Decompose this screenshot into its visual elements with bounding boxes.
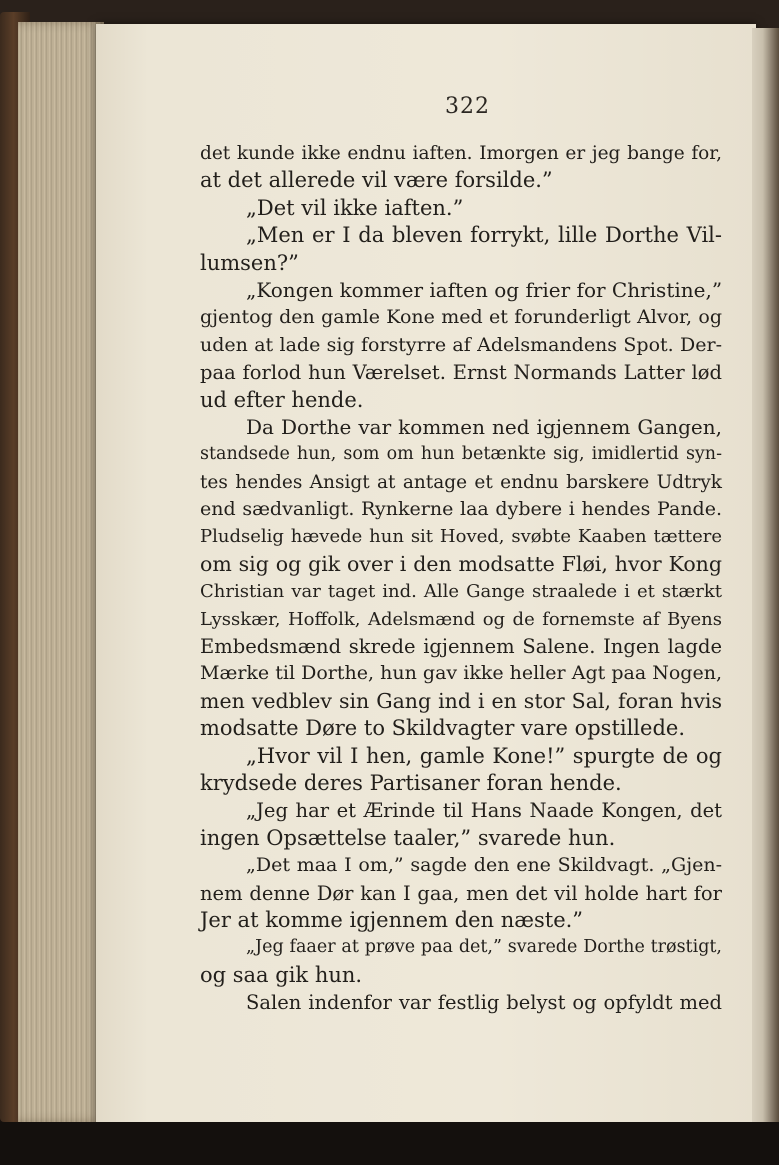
- text-line: Pludselig hævede hun sit Hoved, svøbte Kaaben tættere: [200, 526, 722, 548]
- text-line: „Jeg faaer at prøve paa det,” svarede Dorthe trøstigt,: [246, 937, 722, 958]
- text-line: „Kongen kommer iaften og frier for Christine,”: [246, 277, 723, 302]
- text-line: krydsede deres Partisaner foran hende.: [200, 770, 622, 795]
- text-line: Lysskær, Hoffolk, Adelsmænd og de fornemste af Byens: [200, 608, 722, 630]
- text-line: end sædvanligt. Rynkerne laa dybere i hendes Pande.: [200, 498, 722, 521]
- text-line: nem denne Dør kan I gaa, men det vil holde hart for: [200, 881, 722, 905]
- text-line: uden at lade sig forstyrre af Adelsmandens Spot. Der-: [200, 333, 722, 356]
- text-line: Da Dorthe var kommen ned igjennem Gangen,: [246, 414, 722, 439]
- text-line: og saa gik hun.: [200, 962, 363, 987]
- text-line: ud efter hende.: [200, 387, 364, 412]
- bottom-shadow: [0, 1122, 779, 1165]
- text-line: „Men er I da bleven forrykt, lille Dorthe Vil-: [246, 223, 722, 248]
- body-text: [200, 140, 722, 1017]
- text-line: Embedsmænd skrede igjennem Salene. Ingen lagde: [200, 635, 722, 659]
- text-line: standsede hun, som om hun betænkte sig, imidlertid syn-: [200, 444, 722, 465]
- facing-page-edge: [752, 28, 779, 1126]
- text-line: „Jeg har et Ærinde til Hans Naade Kongen, det: [246, 799, 722, 823]
- text-line: „Hvor vil I hen, gamle Kone!” spurgte de og: [246, 743, 722, 768]
- text-line: Christian var taget ind. Alle Gange straalede i et stærkt: [200, 581, 722, 603]
- text-line: tes hendes Ansigt at antage et endnu barskere Udtryk: [200, 471, 722, 493]
- text-line: men vedblev sin Gang ind i en stor Sal, foran hvis: [200, 688, 722, 713]
- text-line: Mærke til Dorthe, hun gav ikke heller Agt paa Nogen,: [200, 662, 722, 685]
- text-line: „Det vil ikke iaften.”: [246, 195, 464, 220]
- text-line: gjentog den gamle Kone med et forunderligt Alvor, og: [200, 306, 722, 329]
- page-stack-edge: [18, 22, 104, 1122]
- text-line: lumsen?”: [200, 250, 299, 275]
- text-line: paa forlod hun Værelset. Ernst Normands Latter lød: [200, 361, 722, 385]
- text-line: at det allerede vil være forsilde.”: [200, 168, 553, 193]
- text-line: ingen Opsættelse taaler,” svarede hun.: [200, 825, 616, 850]
- text-line: det kunde ikke endnu iaften. Imorgen er jeg bange for,: [200, 143, 722, 164]
- text-line: „Det maa I om,” sagde den ene Skildvagt. „Gjen-: [246, 854, 722, 877]
- text-line: Salen indenfor var festlig belyst og opfyldt med: [246, 991, 722, 1015]
- text-line: Jer at komme igjennem den næste.”: [200, 907, 584, 932]
- text-line: modsatte Døre to Skildvagter vare opstillede.: [200, 716, 685, 741]
- page-number: 322: [445, 94, 490, 119]
- text-line: om sig og gik over i den modsatte Fløi, hvor Kong: [200, 551, 722, 576]
